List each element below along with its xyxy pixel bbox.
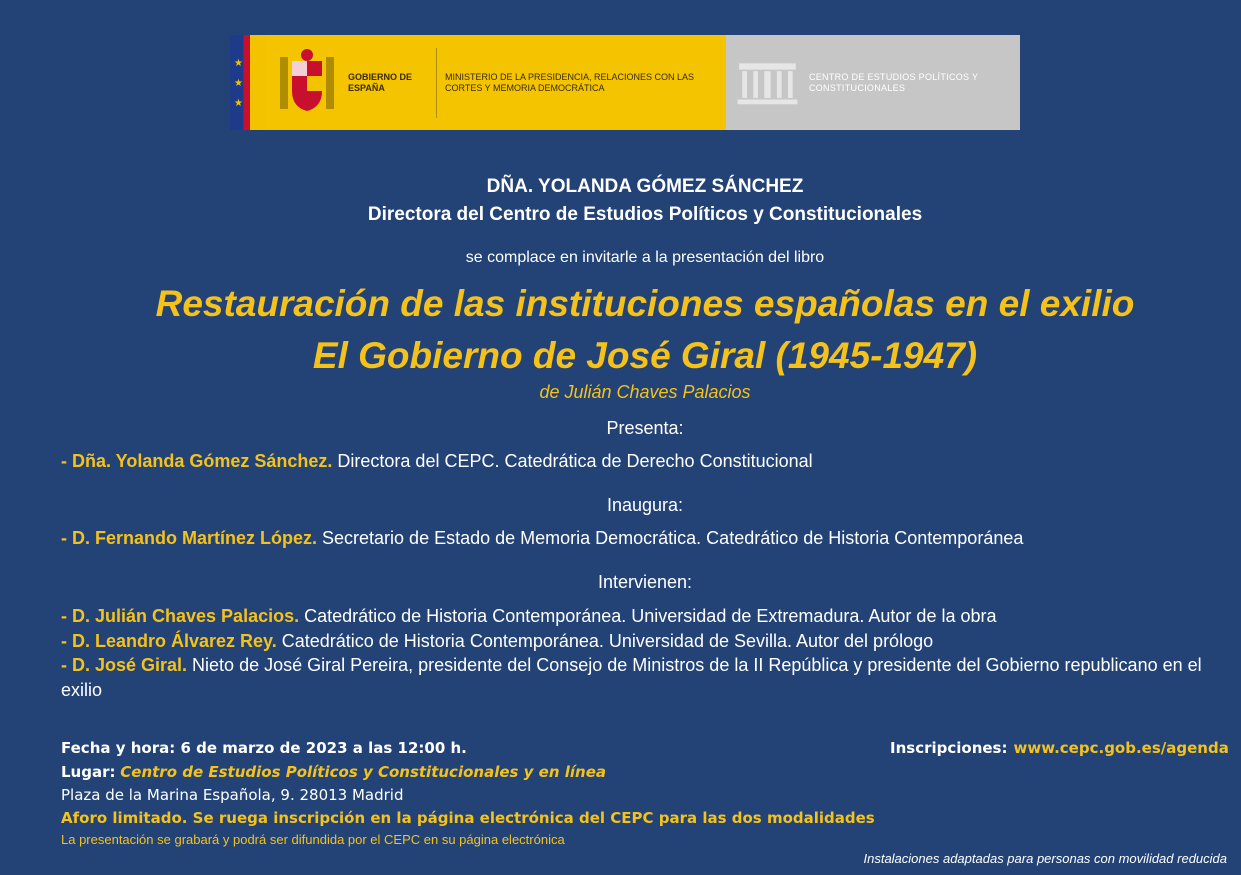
event-address: Plaza de la Marina Española, 9. 28013 Madrid	[61, 786, 404, 804]
registration-link[interactable]: www.cepc.gob.es/agenda	[1013, 739, 1229, 757]
host-name: DÑA. YOLANDA GÓMEZ SÁNCHEZ	[486, 176, 804, 197]
speaker-desc: Nieto de José Giral Pereira, presidente del Consejo de Ministros de la II República y presidente del Gobierno republicano en el exilio	[61, 655, 1202, 700]
cepc-logo	[726, 35, 1020, 130]
coat-of-arms-icon	[276, 47, 338, 119]
header-banner	[230, 35, 1020, 130]
speaker-name: - Dña. Yolanda Gómez Sánchez.	[61, 451, 333, 471]
location-label: Lugar:	[61, 763, 116, 781]
book-title-line2: El Gobierno de José Giral (1945-1947)	[312, 335, 978, 376]
divider	[436, 48, 437, 118]
book-title-line1: Restauración de las instituciones españolas en el exilio	[155, 283, 1135, 324]
speaker-line	[61, 653, 1221, 703]
government-logo	[266, 35, 726, 130]
speaker-name: - D. José Giral.	[61, 655, 188, 675]
recording-notice: La presentación se grabará y podrá ser difundida por el CEPC en su página electrónica	[61, 832, 565, 847]
inaugura-heading: Inaugura:	[606, 495, 684, 515]
cepc-temple-icon	[736, 54, 799, 112]
location-value: Centro de Estudios Políticos y Constitucionales y en línea	[120, 763, 606, 781]
accessibility-note: Instalaciones adaptadas para personas con movilidad reducida	[863, 851, 1227, 866]
speaker-name: - D. Julián Chaves Palacios.	[61, 606, 300, 626]
presenta-heading: Presenta:	[606, 418, 684, 438]
gov-label: GOBIERNO DE ESPAÑA	[348, 71, 413, 93]
speaker-line	[61, 631, 933, 652]
ministry-label: MINISTERIO DE LA PRESIDENCIA, RELACIONES CON LAS CORTES Y MEMORIA DEMOCRÁTICA	[445, 71, 695, 93]
cepc-label: CENTRO DE ESTUDIOS POLÍTICOS Y CONSTITUCIONALES	[808, 71, 979, 93]
invitation-text: se complace en invitarle a la presentación del libro	[465, 249, 825, 266]
speaker-desc: Secretario de Estado de Memoria Democrática. Catedrático de Historia Contemporánea	[317, 528, 1024, 548]
event-date: Fecha y hora: 6 de marzo de 2023 a las 12:00 h.	[61, 739, 467, 757]
speaker-line	[61, 451, 813, 472]
capacity-notice: Aforo limitado. Se ruega inscripción en la página electrónica del CEPC para las dos modalidades	[61, 809, 875, 827]
speaker-name: - D. Leandro Álvarez Rey.	[61, 631, 277, 651]
registration-label: Inscripciones:	[890, 739, 1008, 757]
intervienen-heading: Intervienen:	[597, 572, 693, 592]
event-location	[61, 763, 606, 781]
speaker-line	[61, 606, 997, 627]
book-author: de Julián Chaves Palacios	[539, 382, 751, 402]
speaker-name: - D. Fernando Martínez López.	[61, 528, 318, 548]
host-role: Directora del Centro de Estudios Políticos y Constitucionales	[367, 204, 923, 225]
speaker-desc: Catedrático de Historia Contemporánea. Universidad de Sevilla. Autor del prólogo	[276, 631, 934, 651]
speaker-desc: Catedrático de Historia Contemporánea. Universidad de Extremadura. Autor de la obra	[299, 606, 997, 626]
registration	[890, 739, 1229, 757]
speaker-desc: Directora del CEPC. Catedrática de Derecho Constitucional	[332, 451, 813, 471]
spain-flag-icon: ★ ★ ★	[230, 35, 266, 130]
speaker-line	[61, 528, 1023, 549]
